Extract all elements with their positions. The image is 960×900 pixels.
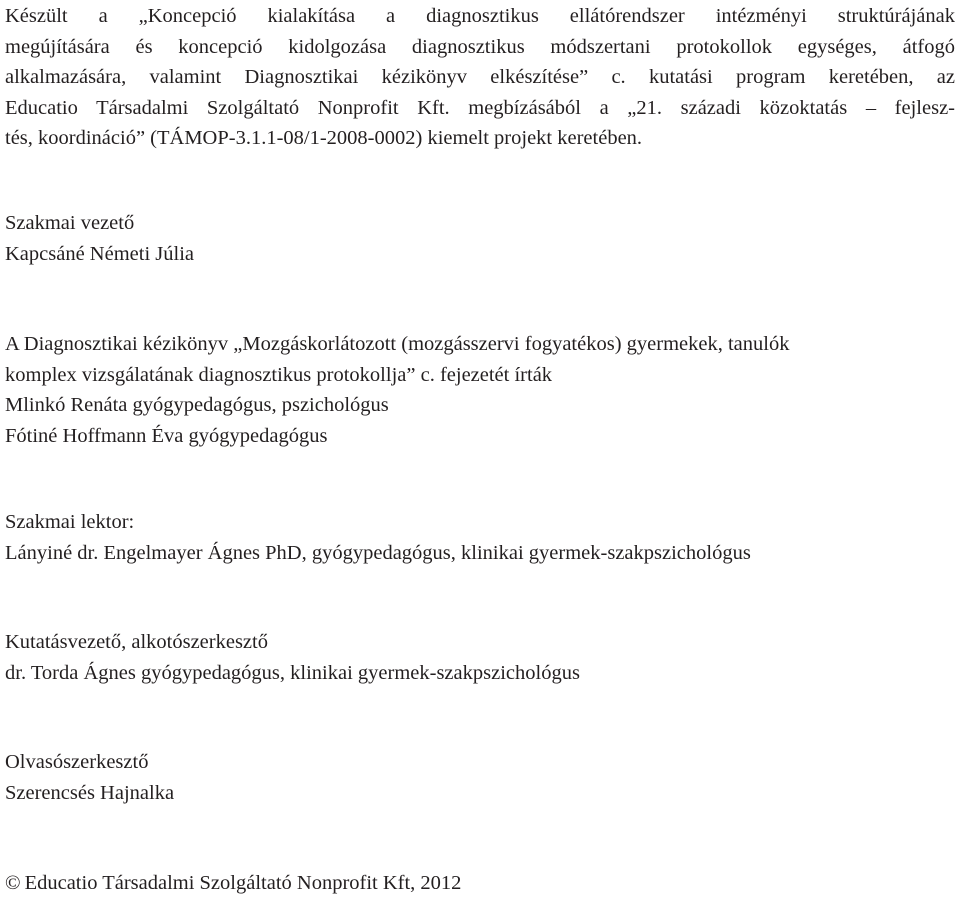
research-lead-name: dr. Torda Ágnes gyógypedagógus, klinikai gyermek-szakpszichológus [5, 661, 580, 684]
intro-line-4: Educatio Társadalmi Szolgáltató Nonprofit Kft. megbízásából a „21. századi közoktatás – fejlesz- [5, 96, 955, 119]
intro-line-1: Készült a „Koncepció kialakítása a diagnosztikus ellátórendszer intézményi struktúrájának [5, 5, 955, 27]
professional-lead-name: Kapcsáné Németi Júlia [5, 242, 194, 265]
intro-line-5: tés, koordináció” (TÁMOP-3.1.1-08/1-2008-0002) kiemelt projekt keretében. [5, 127, 643, 149]
copyright-icon: © [5, 872, 21, 894]
authors-section [5, 329, 955, 451]
authors-line-2: komplex vizsgálatának diagnosztikus protokollja” c. fejezetét írták [5, 363, 553, 386]
copyright-text: Educatio Társadalmi Szolgáltató Nonprofit Kft, 2012 [24, 872, 462, 894]
author-name-2: Fótiné Hoffmann Éva gyógypedagógus [5, 424, 328, 447]
copy-editor-role: Olvasószerkesztő [5, 751, 149, 773]
intro-line-2: megújítására és koncepció kidolgozása diagnosztikus módszertani protokollok egységes, átfogó [5, 35, 955, 58]
lector-role: Szakmai lektor: [5, 511, 135, 533]
lector-name: Lányiné dr. Engelmayer Ágnes PhD, gyógypedagógus, klinikai gyermek-szakpszichológus [5, 541, 751, 564]
copy-editor-name: Szerencsés Hajnalka [5, 781, 175, 804]
authors-line-1: A Diagnosztikai kézikönyv „Mozgáskorlátozott (mozgásszervi fogyatékos) gyermekek, tanulók [5, 333, 790, 355]
copyright-line [5, 868, 955, 899]
intro-paragraph [5, 1, 955, 154]
intro-line-3: alkalmazására, valamint Diagnosztikai kézikönyv elkészítése” c. kutatási program keretében, az [5, 66, 955, 88]
copyright-section [5, 868, 955, 899]
research-lead-role: Kutatásvezető, alkotószerkesztő [5, 631, 268, 653]
author-name-1: Mlinkó Renáta gyógypedagógus, pszichológus [5, 394, 389, 416]
copy-editor-section [5, 747, 955, 808]
professional-lead-section [5, 208, 955, 269]
professional-lead-role: Szakmai vezető [5, 212, 135, 234]
research-lead-section [5, 627, 955, 688]
lector-section [5, 507, 955, 568]
